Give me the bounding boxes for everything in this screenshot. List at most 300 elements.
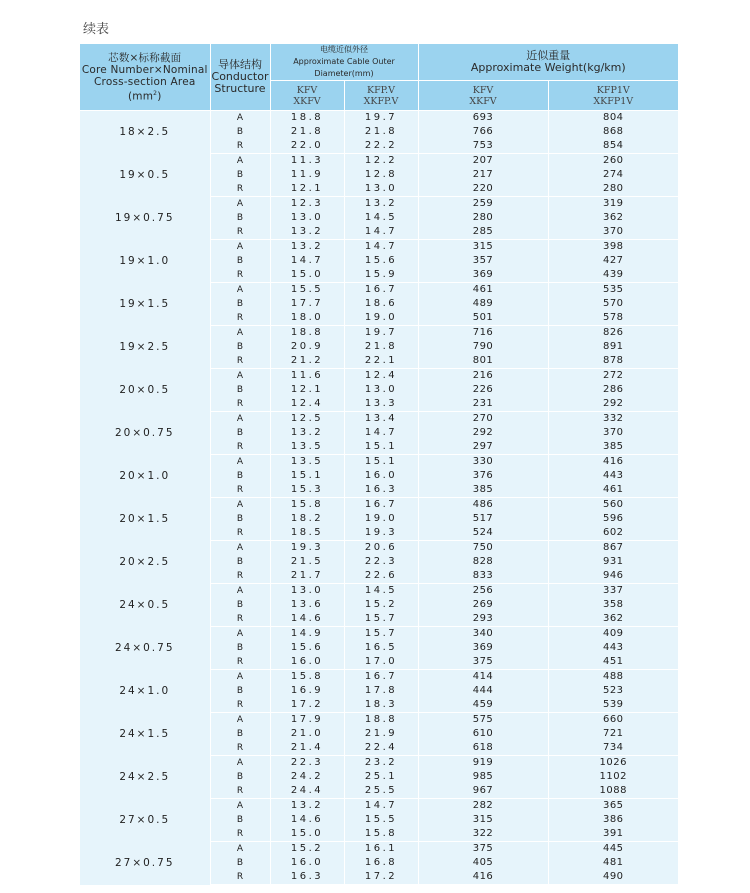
weight-kfp1v-cell: 891	[548, 340, 678, 354]
conductor-cell: R	[210, 139, 270, 154]
weight-kfv-cell: 517	[418, 512, 548, 526]
header-diameter-en: Approximate Cable Outer Diameter(mm)	[293, 57, 395, 78]
weight-kfv-cell: 790	[418, 340, 548, 354]
diameter-kfv-cell: 15.5	[270, 283, 344, 298]
diameter-kfpv-cell: 16.7	[344, 283, 418, 298]
core-section-cell: 24×0.75	[80, 627, 210, 670]
weight-kfp1v-cell: 439	[548, 268, 678, 283]
diameter-kfpv-cell: 15.1	[344, 440, 418, 455]
weight-kfv-cell: 967	[418, 784, 548, 799]
header-d1-line2: XKFV	[293, 95, 321, 107]
weight-kfv-cell: 285	[418, 225, 548, 240]
header-weight-en: Approximate Weight(kg/km)	[470, 61, 626, 74]
conductor-cell: R	[210, 698, 270, 713]
header-w2-line1: KFP1V	[596, 84, 630, 96]
diameter-kfv-cell: 21.5	[270, 555, 344, 569]
diameter-kfv-cell: 12.1	[270, 383, 344, 397]
diameter-kfpv-cell: 19.3	[344, 526, 418, 541]
diameter-kfpv-cell: 23.2	[344, 756, 418, 771]
weight-kfv-cell: 766	[418, 125, 548, 139]
conductor-cell: R	[210, 268, 270, 283]
header-d2-line1: KFP.V	[366, 84, 396, 96]
conductor-cell: B	[210, 770, 270, 784]
weight-kfv-cell: 489	[418, 297, 548, 311]
conductor-cell: A	[210, 670, 270, 685]
weight-kfp1v-cell: 535	[548, 283, 678, 298]
diameter-kfv-cell: 13.6	[270, 598, 344, 612]
conductor-cell: B	[210, 856, 270, 870]
diameter-kfv-cell: 18.8	[270, 111, 344, 126]
core-section-cell: 20×1.0	[80, 455, 210, 498]
weight-kfv-cell: 369	[418, 268, 548, 283]
diameter-kfv-cell: 14.6	[270, 612, 344, 627]
diameter-kfpv-cell: 25.1	[344, 770, 418, 784]
conductor-cell: R	[210, 483, 270, 498]
diameter-kfv-cell: 20.9	[270, 340, 344, 354]
weight-kfp1v-cell: 854	[548, 139, 678, 154]
diameter-kfv-cell: 16.0	[270, 856, 344, 870]
conductor-cell: A	[210, 713, 270, 728]
weight-kfv-cell: 259	[418, 197, 548, 212]
diameter-kfv-cell: 17.2	[270, 698, 344, 713]
header-w2	[548, 81, 678, 111]
weight-kfp1v-cell: 398	[548, 240, 678, 255]
diameter-kfpv-cell: 14.7	[344, 799, 418, 814]
weight-kfv-cell: 282	[418, 799, 548, 814]
weight-kfv-cell: 293	[418, 612, 548, 627]
conductor-cell: R	[210, 526, 270, 541]
table-row	[80, 111, 678, 126]
weight-kfv-cell: 220	[418, 182, 548, 197]
diameter-kfv-cell: 14.9	[270, 627, 344, 642]
header-core-en1: Core Number×Nominal	[81, 63, 208, 76]
header-weight-cn: 近似重量	[526, 49, 571, 62]
core-section-cell: 19×0.75	[80, 197, 210, 240]
table-row	[80, 756, 678, 771]
core-section-cell: 20×1.5	[80, 498, 210, 541]
core-section-cell: 20×0.75	[80, 412, 210, 455]
diameter-kfpv-cell: 16.8	[344, 856, 418, 870]
weight-kfp1v-cell: 365	[548, 799, 678, 814]
diameter-kfv-cell: 13.2	[270, 799, 344, 814]
weight-kfv-cell: 375	[418, 655, 548, 670]
weight-kfp1v-cell: 596	[548, 512, 678, 526]
diameter-kfv-cell: 21.4	[270, 741, 344, 756]
weight-kfv-cell: 269	[418, 598, 548, 612]
weight-kfv-cell: 357	[418, 254, 548, 268]
diameter-kfpv-cell: 22.1	[344, 354, 418, 369]
diameter-kfv-cell: 14.7	[270, 254, 344, 268]
weight-kfp1v-cell: 427	[548, 254, 678, 268]
diameter-kfpv-cell: 14.7	[344, 426, 418, 440]
diameter-kfpv-cell: 17.8	[344, 684, 418, 698]
weight-kfp1v-cell: 280	[548, 182, 678, 197]
table-row	[80, 326, 678, 341]
conductor-cell: A	[210, 412, 270, 427]
table-row	[80, 713, 678, 728]
diameter-kfv-cell: 21.2	[270, 354, 344, 369]
weight-kfv-cell: 919	[418, 756, 548, 771]
weight-kfp1v-cell: 1102	[548, 770, 678, 784]
diameter-kfpv-cell: 14.7	[344, 240, 418, 255]
diameter-kfpv-cell: 25.5	[344, 784, 418, 799]
diameter-kfpv-cell: 17.2	[344, 870, 418, 885]
weight-kfp1v-cell: 523	[548, 684, 678, 698]
weight-kfv-cell: 216	[418, 369, 548, 384]
core-section-cell: 27×0.5	[80, 799, 210, 842]
diameter-kfv-cell: 21.7	[270, 569, 344, 584]
weight-kfv-cell: 207	[418, 154, 548, 169]
weight-kfv-cell: 416	[418, 870, 548, 885]
diameter-kfpv-cell: 19.7	[344, 111, 418, 126]
diameter-kfv-cell: 16.9	[270, 684, 344, 698]
diameter-kfv-cell: 11.9	[270, 168, 344, 182]
table-body	[80, 111, 678, 885]
table-row	[80, 412, 678, 427]
diameter-kfv-cell: 18.2	[270, 512, 344, 526]
conductor-cell: B	[210, 383, 270, 397]
conductor-cell: R	[210, 569, 270, 584]
diameter-kfpv-cell: 15.1	[344, 455, 418, 470]
core-section-cell: 24×0.5	[80, 584, 210, 627]
diameter-kfv-cell: 11.6	[270, 369, 344, 384]
weight-kfp1v-cell: 602	[548, 526, 678, 541]
diameter-kfv-cell: 13.2	[270, 225, 344, 240]
weight-kfp1v-cell: 260	[548, 154, 678, 169]
header-conductor	[210, 44, 270, 111]
conductor-cell: A	[210, 111, 270, 126]
header-diameter	[270, 44, 418, 81]
table-row	[80, 197, 678, 212]
diameter-kfpv-cell: 21.8	[344, 125, 418, 139]
diameter-kfpv-cell: 17.0	[344, 655, 418, 670]
table-row	[80, 799, 678, 814]
diameter-kfv-cell: 15.2	[270, 842, 344, 857]
core-section-cell: 24×1.0	[80, 670, 210, 713]
conductor-cell: R	[210, 440, 270, 455]
conductor-cell: R	[210, 612, 270, 627]
diameter-kfpv-cell: 18.8	[344, 713, 418, 728]
diameter-kfpv-cell: 15.9	[344, 268, 418, 283]
diameter-kfv-cell: 14.6	[270, 813, 344, 827]
conductor-cell: R	[210, 397, 270, 412]
weight-kfp1v-cell: 560	[548, 498, 678, 513]
weight-kfp1v-cell: 337	[548, 584, 678, 599]
conductor-cell: A	[210, 584, 270, 599]
diameter-kfv-cell: 11.3	[270, 154, 344, 169]
weight-kfp1v-cell: 868	[548, 125, 678, 139]
weight-kfv-cell: 315	[418, 240, 548, 255]
diameter-kfv-cell: 12.4	[270, 397, 344, 412]
weight-kfv-cell: 444	[418, 684, 548, 698]
weight-kfv-cell: 524	[418, 526, 548, 541]
core-section-cell: 19×1.5	[80, 283, 210, 326]
weight-kfp1v-cell: 443	[548, 641, 678, 655]
weight-kfp1v-cell: 1088	[548, 784, 678, 799]
conductor-cell: R	[210, 655, 270, 670]
diameter-kfv-cell: 12.3	[270, 197, 344, 212]
conductor-cell: A	[210, 154, 270, 169]
weight-kfp1v-cell: 416	[548, 455, 678, 470]
diameter-kfpv-cell: 15.6	[344, 254, 418, 268]
diameter-kfv-cell: 13.0	[270, 211, 344, 225]
cable-spec-table	[80, 44, 678, 885]
conductor-cell: R	[210, 354, 270, 369]
diameter-kfpv-cell: 15.7	[344, 612, 418, 627]
weight-kfv-cell: 833	[418, 569, 548, 584]
conductor-cell: B	[210, 684, 270, 698]
header-core-unit	[80, 88, 210, 103]
weight-kfp1v-cell: 292	[548, 397, 678, 412]
conductor-cell: B	[210, 469, 270, 483]
conductor-cell: R	[210, 741, 270, 756]
weight-kfv-cell: 461	[418, 283, 548, 298]
diameter-kfv-cell: 18.8	[270, 326, 344, 341]
weight-kfv-cell: 486	[418, 498, 548, 513]
header-d2-line2: XKFP.V	[363, 95, 399, 107]
weight-kfv-cell: 340	[418, 627, 548, 642]
diameter-kfpv-cell: 19.7	[344, 326, 418, 341]
conductor-cell: R	[210, 225, 270, 240]
diameter-kfv-cell: 13.5	[270, 455, 344, 470]
weight-kfv-cell: 330	[418, 455, 548, 470]
table-row	[80, 154, 678, 169]
diameter-kfpv-cell: 19.0	[344, 311, 418, 326]
diameter-kfpv-cell: 13.0	[344, 383, 418, 397]
weight-kfp1v-cell: 362	[548, 612, 678, 627]
conductor-cell: A	[210, 756, 270, 771]
table-row	[80, 842, 678, 857]
weight-kfp1v-cell: 488	[548, 670, 678, 685]
diameter-kfpv-cell: 19.0	[344, 512, 418, 526]
weight-kfv-cell: 292	[418, 426, 548, 440]
weight-kfp1v-cell: 461	[548, 483, 678, 498]
table-row	[80, 670, 678, 685]
diameter-kfv-cell: 22.3	[270, 756, 344, 771]
header-core-section	[80, 44, 210, 111]
weight-kfv-cell: 369	[418, 641, 548, 655]
core-section-cell: 18×2.5	[80, 111, 210, 154]
diameter-kfpv-cell: 16.3	[344, 483, 418, 498]
header-w1	[418, 81, 548, 111]
core-section-cell: 19×1.0	[80, 240, 210, 283]
table-row	[80, 455, 678, 470]
conductor-cell: A	[210, 197, 270, 212]
weight-kfv-cell: 280	[418, 211, 548, 225]
conductor-cell: A	[210, 627, 270, 642]
conductor-cell: B	[210, 426, 270, 440]
diameter-kfv-cell: 15.8	[270, 670, 344, 685]
page-caption: 续表	[83, 22, 110, 37]
header-diameter-cn: 电缆近似外径	[320, 45, 368, 54]
diameter-kfv-cell: 17.7	[270, 297, 344, 311]
weight-kfv-cell: 750	[418, 541, 548, 556]
weight-kfv-cell: 315	[418, 813, 548, 827]
diameter-kfpv-cell: 13.2	[344, 197, 418, 212]
diameter-kfv-cell: 21.0	[270, 727, 344, 741]
header-d2	[344, 81, 418, 111]
weight-kfv-cell: 217	[418, 168, 548, 182]
diameter-kfpv-cell: 13.4	[344, 412, 418, 427]
diameter-kfpv-cell: 14.5	[344, 211, 418, 225]
diameter-kfpv-cell: 16.5	[344, 641, 418, 655]
diameter-kfpv-cell: 16.0	[344, 469, 418, 483]
weight-kfv-cell: 801	[418, 354, 548, 369]
diameter-kfv-cell: 21.8	[270, 125, 344, 139]
diameter-kfv-cell: 18.0	[270, 311, 344, 326]
weight-kfv-cell: 322	[418, 827, 548, 842]
conductor-cell: B	[210, 340, 270, 354]
header-d1	[270, 81, 344, 111]
weight-kfv-cell: 459	[418, 698, 548, 713]
weight-kfp1v-cell: 272	[548, 369, 678, 384]
diameter-kfpv-cell: 12.2	[344, 154, 418, 169]
diameter-kfpv-cell: 20.6	[344, 541, 418, 556]
weight-kfv-cell: 375	[418, 842, 548, 857]
weight-kfp1v-cell: 931	[548, 555, 678, 569]
diameter-kfv-cell: 13.2	[270, 426, 344, 440]
core-section-cell: 20×0.5	[80, 369, 210, 412]
conductor-cell: R	[210, 827, 270, 842]
conductor-cell: A	[210, 369, 270, 384]
weight-kfp1v-cell: 721	[548, 727, 678, 741]
weight-kfv-cell: 610	[418, 727, 548, 741]
table-row	[80, 283, 678, 298]
header-w1-line1: KFV	[472, 84, 494, 96]
header-w1-line2: XKFV	[469, 95, 497, 107]
core-section-cell: 19×2.5	[80, 326, 210, 369]
weight-kfv-cell: 985	[418, 770, 548, 784]
conductor-cell: B	[210, 297, 270, 311]
weight-kfp1v-cell: 445	[548, 842, 678, 857]
diameter-kfv-cell: 15.0	[270, 268, 344, 283]
diameter-kfv-cell: 17.9	[270, 713, 344, 728]
header-core-en2: Cross-section Area	[94, 75, 196, 88]
header-d1-line1: KFV	[296, 84, 318, 96]
diameter-kfv-cell: 13.5	[270, 440, 344, 455]
diameter-kfpv-cell: 14.7	[344, 225, 418, 240]
weight-kfp1v-cell: 734	[548, 741, 678, 756]
diameter-kfv-cell: 13.0	[270, 584, 344, 599]
conductor-cell: A	[210, 240, 270, 255]
weight-kfv-cell: 376	[418, 469, 548, 483]
diameter-kfpv-cell: 16.7	[344, 498, 418, 513]
diameter-kfv-cell: 13.2	[270, 240, 344, 255]
conductor-cell: B	[210, 512, 270, 526]
diameter-kfv-cell: 16.3	[270, 870, 344, 885]
header-conductor-cn: 导体结构	[218, 58, 262, 71]
weight-kfp1v-cell: 946	[548, 569, 678, 584]
conductor-cell: B	[210, 125, 270, 139]
weight-kfv-cell: 385	[418, 483, 548, 498]
conductor-cell: A	[210, 283, 270, 298]
diameter-kfpv-cell: 13.0	[344, 182, 418, 197]
conductor-cell: A	[210, 326, 270, 341]
weight-kfp1v-cell: 386	[548, 813, 678, 827]
diameter-kfpv-cell: 15.7	[344, 627, 418, 642]
diameter-kfv-cell: 12.1	[270, 182, 344, 197]
weight-kfv-cell: 297	[418, 440, 548, 455]
header-w2-line2: XKFP1V	[593, 95, 634, 107]
conductor-cell: B	[210, 168, 270, 182]
conductor-cell: A	[210, 498, 270, 513]
weight-kfv-cell: 256	[418, 584, 548, 599]
weight-kfp1v-cell: 362	[548, 211, 678, 225]
weight-kfp1v-cell: 878	[548, 354, 678, 369]
diameter-kfpv-cell: 22.6	[344, 569, 418, 584]
weight-kfp1v-cell: 391	[548, 827, 678, 842]
weight-kfp1v-cell: 319	[548, 197, 678, 212]
weight-kfv-cell: 753	[418, 139, 548, 154]
table-row	[80, 584, 678, 599]
weight-kfv-cell: 618	[418, 741, 548, 756]
weight-kfp1v-cell: 358	[548, 598, 678, 612]
weight-kfp1v-cell: 274	[548, 168, 678, 182]
weight-kfv-cell: 693	[418, 111, 548, 126]
conductor-cell: B	[210, 598, 270, 612]
header-conductor-en2: Structure	[214, 82, 266, 95]
core-section-cell: 19×0.5	[80, 154, 210, 197]
header-unit-sup: 2	[153, 89, 158, 97]
weight-kfp1v-cell: 451	[548, 655, 678, 670]
weight-kfv-cell: 414	[418, 670, 548, 685]
weight-kfp1v-cell: 370	[548, 426, 678, 440]
core-section-cell: 24×1.5	[80, 713, 210, 756]
weight-kfp1v-cell: 385	[548, 440, 678, 455]
diameter-kfv-cell: 15.0	[270, 827, 344, 842]
diameter-kfpv-cell: 18.3	[344, 698, 418, 713]
diameter-kfpv-cell: 18.6	[344, 297, 418, 311]
table-row	[80, 369, 678, 384]
diameter-kfpv-cell: 15.5	[344, 813, 418, 827]
diameter-kfpv-cell: 12.8	[344, 168, 418, 182]
diameter-kfpv-cell: 22.4	[344, 741, 418, 756]
weight-kfp1v-cell: 804	[548, 111, 678, 126]
weight-kfv-cell: 828	[418, 555, 548, 569]
diameter-kfv-cell: 18.5	[270, 526, 344, 541]
weight-kfp1v-cell: 370	[548, 225, 678, 240]
weight-kfp1v-cell: 578	[548, 311, 678, 326]
diameter-kfv-cell: 24.2	[270, 770, 344, 784]
diameter-kfv-cell: 15.6	[270, 641, 344, 655]
table-header	[80, 44, 678, 111]
diameter-kfpv-cell: 16.7	[344, 670, 418, 685]
weight-kfp1v-cell: 539	[548, 698, 678, 713]
weight-kfp1v-cell: 332	[548, 412, 678, 427]
weight-kfp1v-cell: 1026	[548, 756, 678, 771]
diameter-kfpv-cell: 16.1	[344, 842, 418, 857]
diameter-kfpv-cell: 14.5	[344, 584, 418, 599]
header-weight	[418, 44, 678, 81]
header-conductor-en1: Conductor	[211, 70, 269, 83]
core-section-cell: 27×0.75	[80, 842, 210, 885]
conductor-cell: B	[210, 727, 270, 741]
weight-kfv-cell: 716	[418, 326, 548, 341]
diameter-kfv-cell: 22.0	[270, 139, 344, 154]
conductor-cell: B	[210, 813, 270, 827]
weight-kfv-cell: 231	[418, 397, 548, 412]
conductor-cell: A	[210, 455, 270, 470]
weight-kfv-cell: 226	[418, 383, 548, 397]
diameter-kfv-cell: 24.4	[270, 784, 344, 799]
table-row	[80, 240, 678, 255]
weight-kfp1v-cell: 660	[548, 713, 678, 728]
conductor-cell: R	[210, 182, 270, 197]
table-row	[80, 541, 678, 556]
weight-kfp1v-cell: 867	[548, 541, 678, 556]
diameter-kfpv-cell: 22.2	[344, 139, 418, 154]
conductor-cell: A	[210, 541, 270, 556]
